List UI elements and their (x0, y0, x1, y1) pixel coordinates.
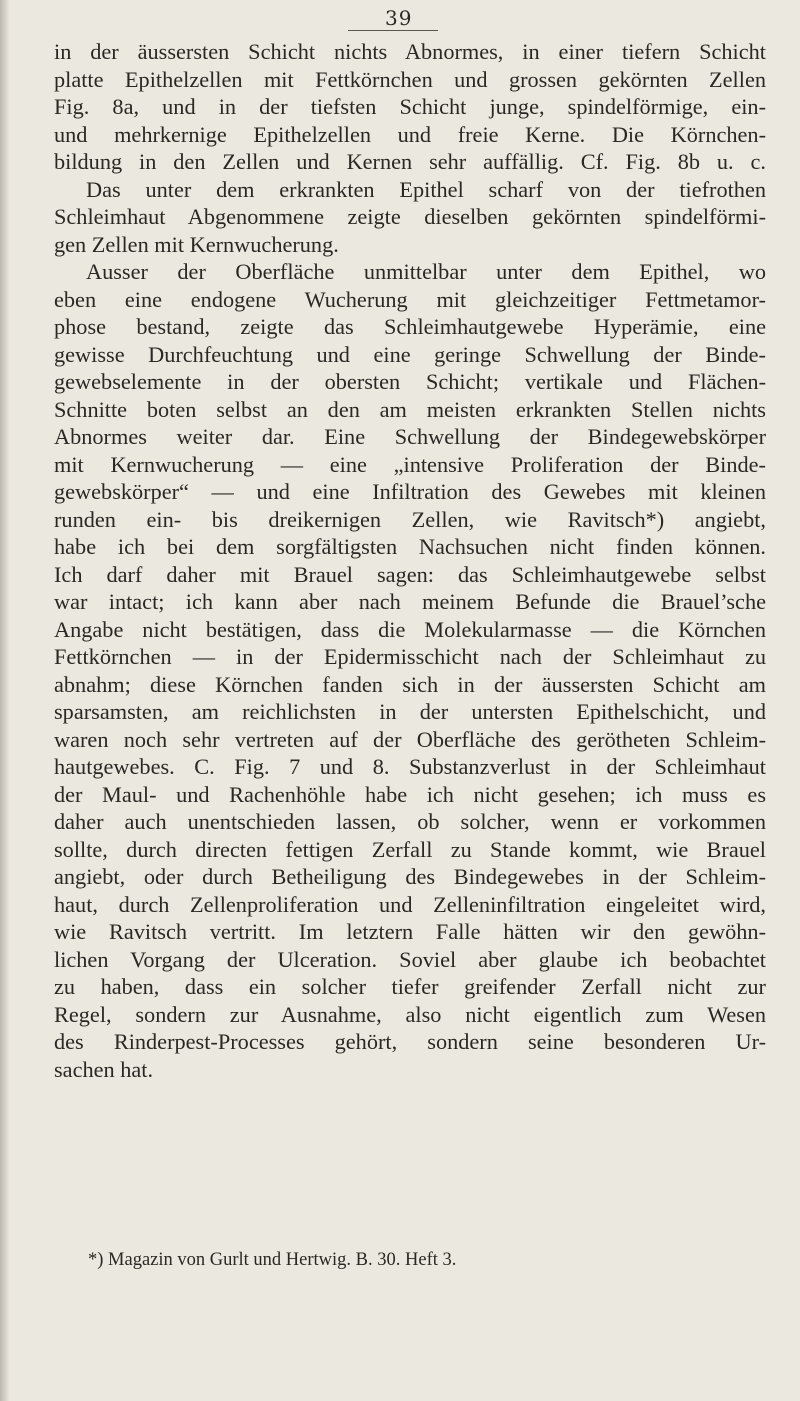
text-line: runden ein- bis dreikernigen Zellen, wie Ravitsch*) angiebt, (54, 506, 766, 532)
text-line: Schnitte boten selbst an den am meisten erkrankten Stellen nichts (54, 396, 766, 422)
text-line: phose bestand, zeigte das Schleimhautgewebe Hyperämie, eine (54, 314, 766, 339)
text-line: eben eine endogene Wucherung mit gleichzeitiger Fettmetamor- (54, 286, 766, 312)
text-line: Schleimhaut Abgenommene zeigte dieselben gekörnten spindelförmi- (54, 204, 766, 229)
text-line: gewebskörper“ — und eine Infiltration des Gewebes mit kleinen (54, 479, 766, 504)
text-line: der Maul- und Rachenhöhle habe ich nicht gesehen; ich muss es (54, 781, 766, 807)
footnote: *) Magazin von Gurlt und Hertwig. B. 30. Heft 3. (88, 1250, 457, 1270)
text-line: sollte, durch directen fettigen Zerfall zu Stande kommt, wie Brauel (54, 836, 766, 862)
text-line: des Rinderpest-Processes gehört, sondern seine besonderen Ur- (54, 1029, 766, 1054)
text-line: sachen hat. (54, 1056, 154, 1082)
text-line: hautgewebes. C. Fig. 7 und 8. Substanzverlust in der Schleimhaut (54, 754, 766, 779)
page-number: 39 (385, 6, 413, 30)
text-line: mit Kernwucherung — eine „intensive Proliferation der Binde- (54, 451, 766, 477)
text-line: gewebselemente in der obersten Schicht; vertikale und Flächen- (54, 369, 766, 394)
text-line: und mehrkernige Epithelzellen und freie Kerne. Die Körnchen- (54, 121, 766, 147)
text-line: war intact; ich kann aber nach meinem Befunde die Brauel’sche (54, 589, 766, 614)
text-line: gen Zellen mit Kernwucherung. (54, 231, 339, 257)
text-line: Angabe nicht bestätigen, dass die Molekularmasse — die Körnchen (54, 616, 766, 642)
text-line: Regel, sondern zur Ausnahme, also nicht eigentlich zum Wesen (54, 1001, 766, 1027)
text-line: Das unter dem erkrankten Epithel scharf von der tiefrothen (86, 176, 766, 202)
body-text (54, 38, 764, 1083)
text-line: Ausser der Oberfläche unmittelbar unter dem Epithel, wo (86, 259, 766, 284)
text-line: in der äussersten Schicht nichts Abnormes, in einer tiefern Schicht (54, 39, 766, 64)
text-line: sparsamsten, am reichlichsten in der untersten Epithelschicht, und (54, 699, 766, 724)
header-rule (348, 30, 438, 31)
text-line: platte Epithelzellen mit Fettkörnchen und grossen gekörnten Zellen (54, 66, 766, 92)
text-line: waren noch sehr vertreten auf der Oberfläche des gerötheten Schleim- (54, 726, 766, 752)
page-binding-edge (0, 0, 10, 1401)
text-line: Fettkörnchen — in der Epidermisschicht nach der Schleimhaut zu (54, 644, 766, 669)
text-line: zu haben, dass ein solcher tiefer greifender Zerfall nicht zur (54, 974, 766, 999)
text-line: haut, durch Zellenproliferation und Zelleninfiltration eingeleitet wird, (54, 891, 766, 917)
text-line: Abnormes weiter dar. Eine Schwellung der Bindegewebskörper (54, 424, 766, 449)
text-line: lichen Vorgang der Ulceration. Soviel aber glaube ich beobachtet (54, 946, 766, 972)
text-line: abnahm; diese Körnchen fanden sich in der äussersten Schicht am (54, 671, 766, 697)
text-line: angiebt, oder durch Betheiligung des Bindegewebes in der Schleim- (54, 864, 766, 889)
text-line: wie Ravitsch vertritt. Im letztern Falle hätten wir den gewöhn- (54, 919, 766, 944)
text-line: gewisse Durchfeuchtung und eine geringe Schwellung der Binde- (54, 341, 766, 367)
text-line: daher auch unentschieden lassen, ob solcher, wenn er vorkommen (54, 809, 766, 834)
text-line: bildung in den Zellen und Kernen sehr auffällig. Cf. Fig. 8b u. c. (54, 149, 766, 174)
text-line: habe ich bei dem sorgfältigsten Nachsuchen nicht finden können. (54, 534, 766, 559)
text-line: Ich darf daher mit Brauel sagen: das Schleimhautgewebe selbst (54, 561, 766, 587)
text-line: Fig. 8a, und in der tiefsten Schicht junge, spindelförmige, ein- (54, 94, 766, 119)
